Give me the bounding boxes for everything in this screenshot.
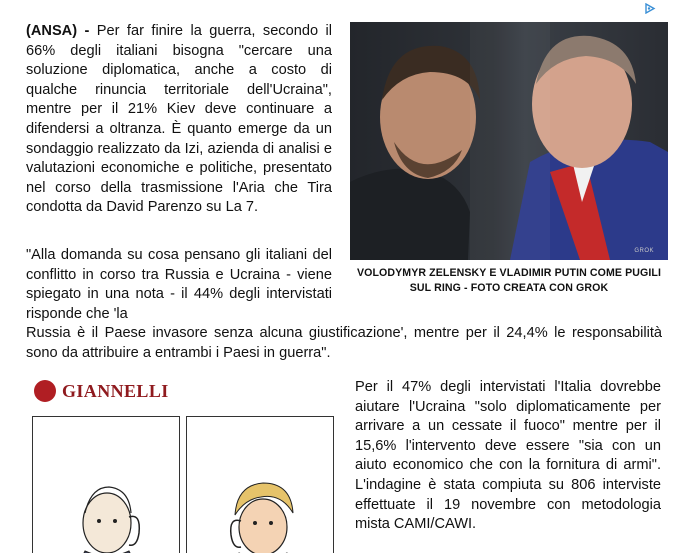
photo-caption: VOLODYMYR ZELENSKY E VLADIMIR PUTIN COME PUGILI SUL RING - FOTO CREATA CON GROK — [356, 267, 662, 294]
brand-name: GIANNELLI — [62, 380, 169, 401]
adchoices-icon[interactable] — [644, 1, 656, 12]
article-paragraph-2 — [26, 246, 332, 324]
illustration-photo — [350, 22, 668, 260]
cartoon-panel-left — [32, 416, 180, 553]
cartoon-panel-right — [186, 416, 334, 553]
paragraph-3-body: Per il 47% degli intervistati l'Italia dovrebbe aiutare l'Ucraina "solo diplomaticamente per arrivare a un cessate il fuoco" mentre per il 15,6% l'intervento deve essere "sia con un aiuto economico che con la fornitura di armi". L'indagine è stata compiuta su 806 interviste effettuate il 19 novembre con metodologia mista CAMI/CAWI. — [355, 379, 661, 533]
brand-logo-dot — [34, 380, 56, 402]
article-paragraph-3 — [355, 378, 661, 535]
article-paragraph-1 — [26, 22, 332, 218]
ansa-lead: (ANSA) - — [26, 23, 90, 39]
paragraph-2-body: "Alla domanda su cosa pensano gli italiani del conflitto in corso tra Russia e Ucraina - viene spiegato in una nota - il 44% degli intervistati risponde che 'la — [26, 247, 332, 322]
paragraph-1-body: Per far finire la guerra, secondo il 66% degli italiani bisogna "cercare una soluzione diplomatica, anche a costo di qualche rinuncia territoriale dell'Ucraina", mentre per il 21% Kiev deve continuare a difendersi a oltranza. È quanto emerge da un sondaggio realizzato da Izi, azienda di analisi e valutazioni economiche e politiche, presentato nel corso della trasmissione l'Aria che Tira condotta da David Parenzo su La 7. — [26, 23, 332, 216]
paragraph-2-wide: Russia è il Paese invasore senza alcuna giustificazione', mentre per il 24,4% le responsabilità sono da attribuire a entrambi i Paesi in guerra". — [26, 325, 662, 361]
giannelli-cartoon — [26, 376, 340, 553]
grok-watermark: GROK — [634, 248, 654, 254]
article-paragraph-2-continued — [26, 324, 662, 363]
cartoon-brand — [34, 380, 169, 402]
